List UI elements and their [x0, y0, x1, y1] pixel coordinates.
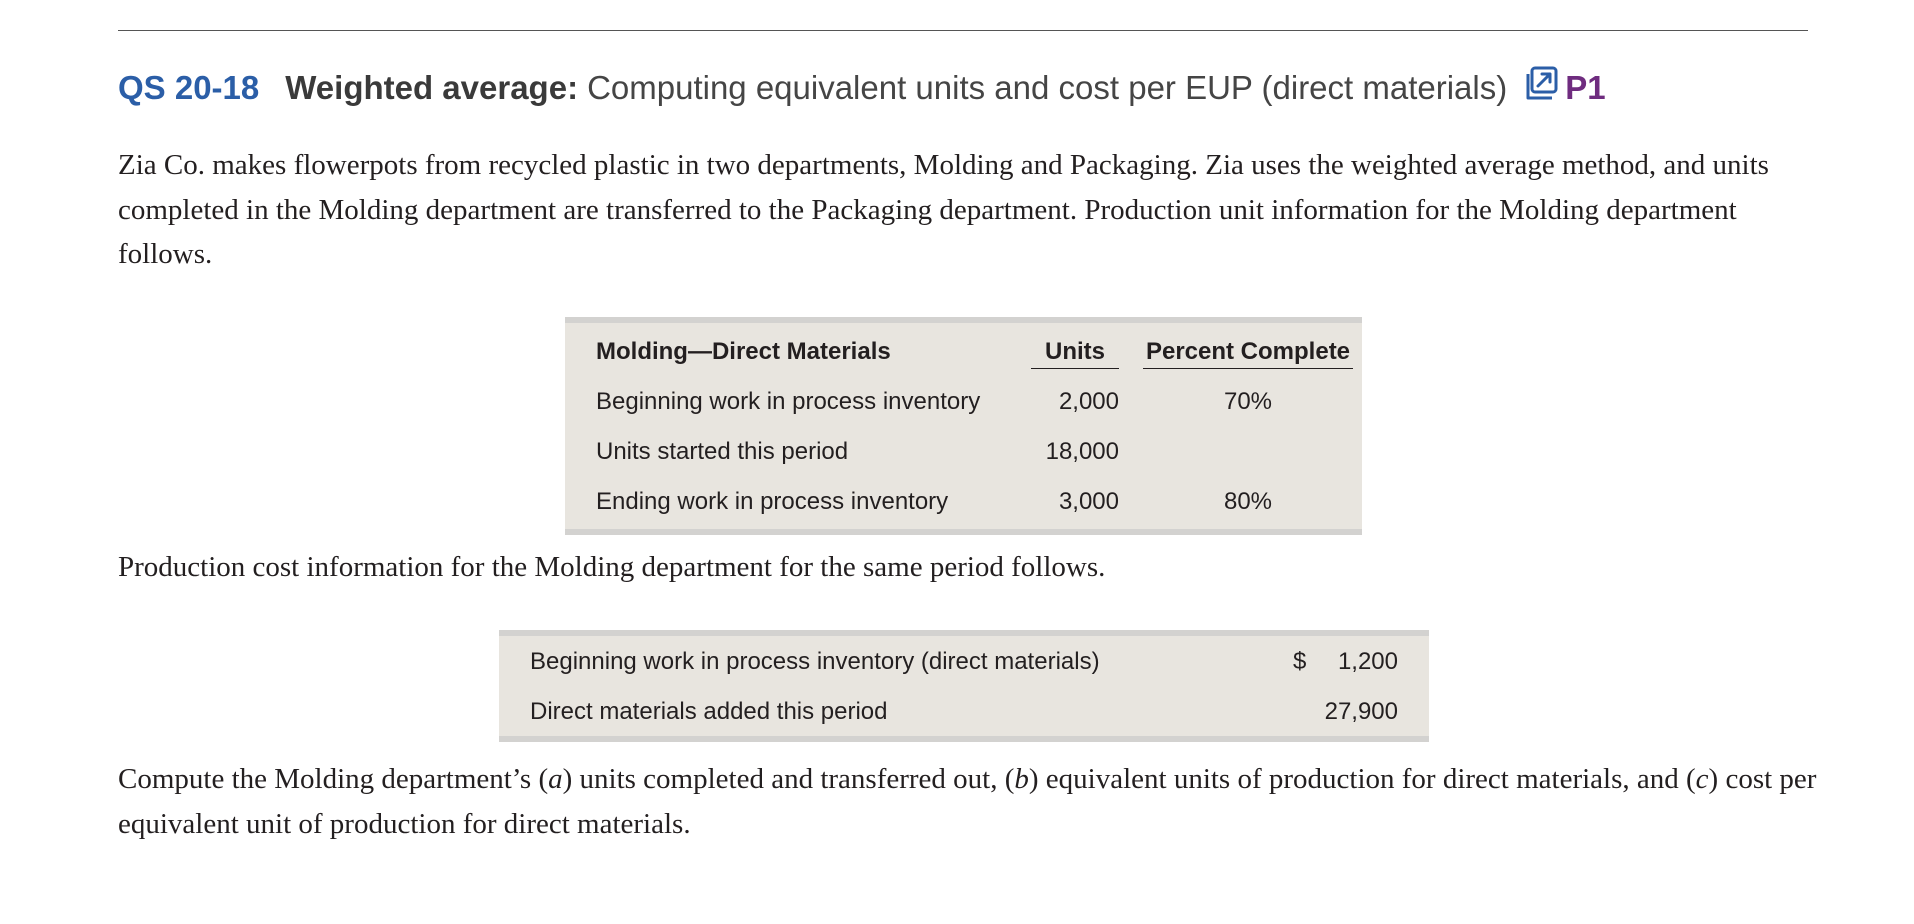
units-table-header-percent: Percent Complete: [1143, 337, 1353, 369]
table-row-label: Beginning work in process inventory (direct materials): [530, 648, 1100, 675]
top-divider: [118, 30, 1808, 31]
units-table: [565, 317, 1362, 535]
table-row-units: 18,000: [1045, 438, 1119, 465]
exercise-number: QS 20-18: [118, 69, 260, 106]
table-row-label: Ending work in process inventory: [596, 488, 949, 515]
table-row-label: Units started this period: [596, 438, 849, 465]
question-text: ) units completed and transferred out, (: [562, 763, 1015, 795]
exercise-topic-bold: Weighted average:: [285, 69, 579, 106]
question-part-label: a: [548, 763, 563, 795]
question-text: ) cost per equivalent unit of production for direct materials.: [118, 763, 1817, 840]
table-row-percent: 70%: [1223, 388, 1273, 415]
learning-objective-badge[interactable]: P1: [1565, 69, 1606, 106]
exercise-topic: Computing equivalent units and cost per EUP (direct materials): [587, 69, 1508, 106]
table-row-units: 3,000: [1058, 488, 1119, 515]
question-text: ) equivalent units of production for direct materials, and (: [1028, 763, 1696, 795]
table-row-label: Direct materials added this period: [530, 698, 888, 725]
external-link-icon[interactable]: [1523, 65, 1561, 103]
intro-paragraph: Zia Co. makes flowerpots from recycled plastic in two departments, Molding and Packaging. Zia uses the weighted average method, and units completed in the Molding department are transferred to the Packaging department. Production unit information for the Molding department follows.: [118, 149, 1769, 270]
units-table-header-label: Molding—Direct Materials: [596, 338, 891, 365]
table-row-amount: 27,900: [1324, 698, 1398, 725]
table-row-amount: 1,200: [1337, 648, 1398, 675]
exercise-heading: [118, 64, 1606, 112]
question-part-label: c: [1695, 763, 1709, 795]
cost-table: [499, 630, 1429, 742]
units-table-header-units: Units: [1031, 337, 1119, 369]
currency-symbol: $: [1293, 648, 1307, 675]
table-row-units: 2,000: [1058, 388, 1119, 415]
question-part-label: b: [1014, 763, 1029, 795]
table-row-label: Beginning work in process inventory: [596, 388, 981, 415]
question-paragraph: [118, 757, 1818, 846]
table-row-percent: 80%: [1223, 488, 1273, 515]
cost-intro-paragraph: Production cost information for the Molding department for the same period follows.: [118, 551, 1106, 583]
question-text: Compute the Molding department’s (: [118, 763, 549, 795]
